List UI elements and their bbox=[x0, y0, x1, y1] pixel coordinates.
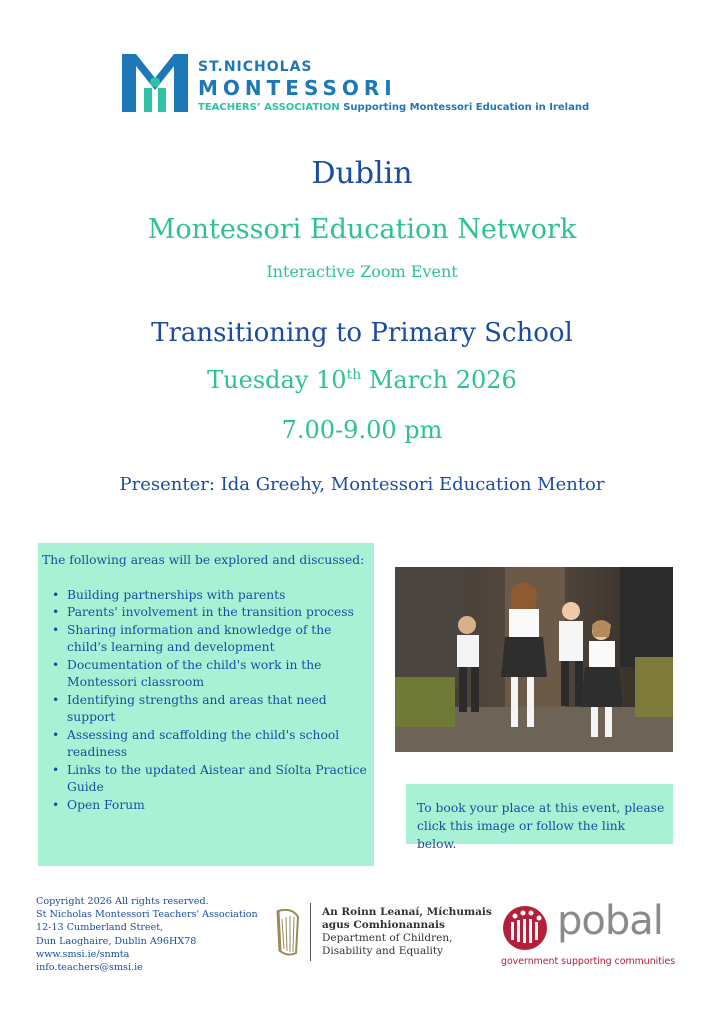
event-topic: Transitioning to Primary School bbox=[151, 318, 573, 348]
logo-line-montessori: MONTESSORI bbox=[198, 76, 397, 100]
event-time: 7.00-9.00 pm bbox=[281, 416, 443, 444]
list-item: • Documentation of the child's work in the Montessori classroom bbox=[52, 657, 368, 692]
pobal-tagline: government supporting communities bbox=[501, 956, 676, 967]
divider bbox=[310, 903, 311, 961]
list-item: • Identifying strengths and areas that need support bbox=[52, 692, 368, 727]
website-link[interactable]: www.smsi.ie/snmta bbox=[36, 948, 130, 960]
department-english-name bbox=[322, 932, 492, 958]
irish-line: An Roinn Leanaí, Míchumais bbox=[322, 906, 492, 918]
copyright-block bbox=[36, 895, 266, 974]
pobal-logo bbox=[497, 900, 677, 970]
event-date bbox=[0, 366, 724, 394]
list-item: • Links to the updated Aistear and Síolta Practice Guide bbox=[52, 762, 368, 797]
email-link[interactable]: info.teachers@smsi.ie bbox=[36, 962, 143, 974]
department-irish-name bbox=[322, 906, 492, 932]
children-running-photo[interactable] bbox=[395, 567, 673, 752]
date-day: Tuesday 10 bbox=[207, 366, 347, 394]
network-title: Montessori Education Network bbox=[147, 214, 577, 245]
logo-tagline bbox=[198, 102, 589, 113]
logo-supporting: Supporting Montessori Education in Ireland bbox=[343, 102, 590, 113]
topics-intro: The following areas will be explored and discussed: bbox=[42, 553, 365, 567]
harp-icon bbox=[270, 907, 304, 959]
address-line: St Nicholas Montessori Teachers' Association bbox=[36, 909, 258, 921]
topics-box bbox=[38, 543, 374, 866]
city-title: Dublin bbox=[311, 156, 413, 191]
list-item: • Parents' involvement in the transition process bbox=[52, 604, 368, 622]
pobal-wordmark: pobal bbox=[557, 898, 663, 944]
booking-box[interactable]: To book your place at this event, please click this image or follow the link below. bbox=[406, 784, 673, 844]
list-item: • Assessing and scaffolding the child's school readiness bbox=[52, 727, 368, 762]
date-suffix: th bbox=[346, 367, 362, 383]
pobal-logo-icon bbox=[497, 902, 553, 952]
list-item: • Open Forum bbox=[52, 797, 368, 815]
snmta-logo[interactable] bbox=[122, 50, 622, 116]
logo-association: TEACHERS’ ASSOCIATION bbox=[198, 102, 340, 113]
list-item: • Sharing information and knowledge of the child's learning and development bbox=[52, 622, 368, 657]
presenter: Presenter: Ida Greehy, Montessori Education Mentor bbox=[119, 474, 605, 495]
government-department-logo bbox=[270, 903, 492, 963]
topics-list bbox=[42, 587, 368, 815]
english-line: Disability and Equality bbox=[322, 945, 444, 957]
list-item: • Building partnerships with parents bbox=[52, 587, 368, 605]
date-month-year: March 2026 bbox=[361, 366, 517, 394]
irish-line: agus Comhionannais bbox=[322, 919, 445, 931]
logo-line-st-nicholas: ST.NICHOLAS bbox=[198, 59, 313, 75]
address-line: Dun Laoghaire, Dublin A96HX78 bbox=[36, 935, 197, 947]
address-line: 12-13 Cumberland Street, bbox=[36, 922, 164, 934]
english-line: Department of Children, bbox=[322, 932, 453, 944]
event-type: Interactive Zoom Event bbox=[266, 262, 458, 281]
copyright-line: Copyright 2026 All rights reserved. bbox=[36, 896, 209, 907]
montessori-logo-icon bbox=[122, 52, 188, 114]
